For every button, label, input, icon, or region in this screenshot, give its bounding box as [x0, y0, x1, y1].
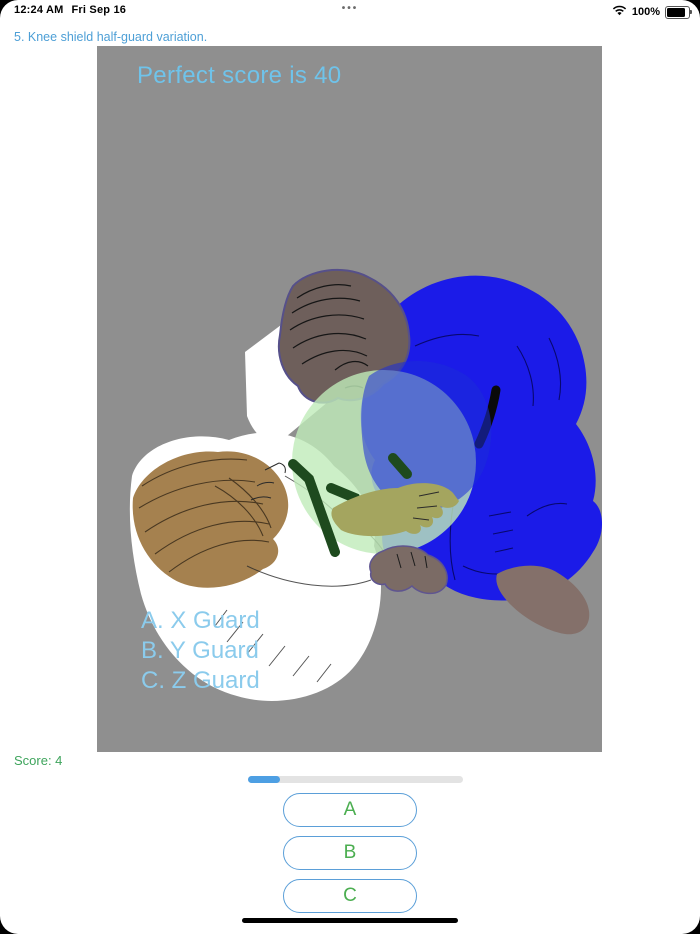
battery-nub — [690, 10, 692, 14]
blue-player-foot — [496, 566, 589, 635]
battery-icon — [665, 6, 690, 19]
progress-fill — [248, 776, 280, 783]
panel-header-text: Perfect score is 40 — [137, 62, 342, 89]
multitask-dots-icon[interactable]: ••• — [341, 3, 359, 14]
status-time: 12:24 AM — [14, 4, 64, 16]
battery-percent-label: 100% — [631, 6, 660, 18]
question-text: 5. Knee shield half-guard variation. — [14, 30, 208, 44]
option-c-text: C. Z Guard — [141, 667, 260, 694]
answer-button-c[interactable]: C — [283, 879, 417, 913]
answer-button-a[interactable]: A — [283, 793, 417, 827]
option-a-text: A. X Guard — [141, 607, 260, 634]
answer-options-text — [141, 606, 260, 696]
battery-fill — [667, 8, 685, 17]
status-right — [612, 3, 690, 21]
option-b-text: B. Y Guard — [141, 637, 259, 664]
wifi-icon — [612, 3, 627, 21]
quiz-image-panel — [97, 46, 602, 752]
home-indicator[interactable] — [242, 918, 458, 923]
status-bar — [0, 0, 700, 22]
progress-bar — [248, 776, 463, 783]
status-time-date — [14, 4, 126, 16]
score-label: Score: 4 — [14, 753, 63, 768]
answer-button-b[interactable]: B — [283, 836, 417, 870]
status-date: Fri Sep 16 — [71, 4, 127, 16]
